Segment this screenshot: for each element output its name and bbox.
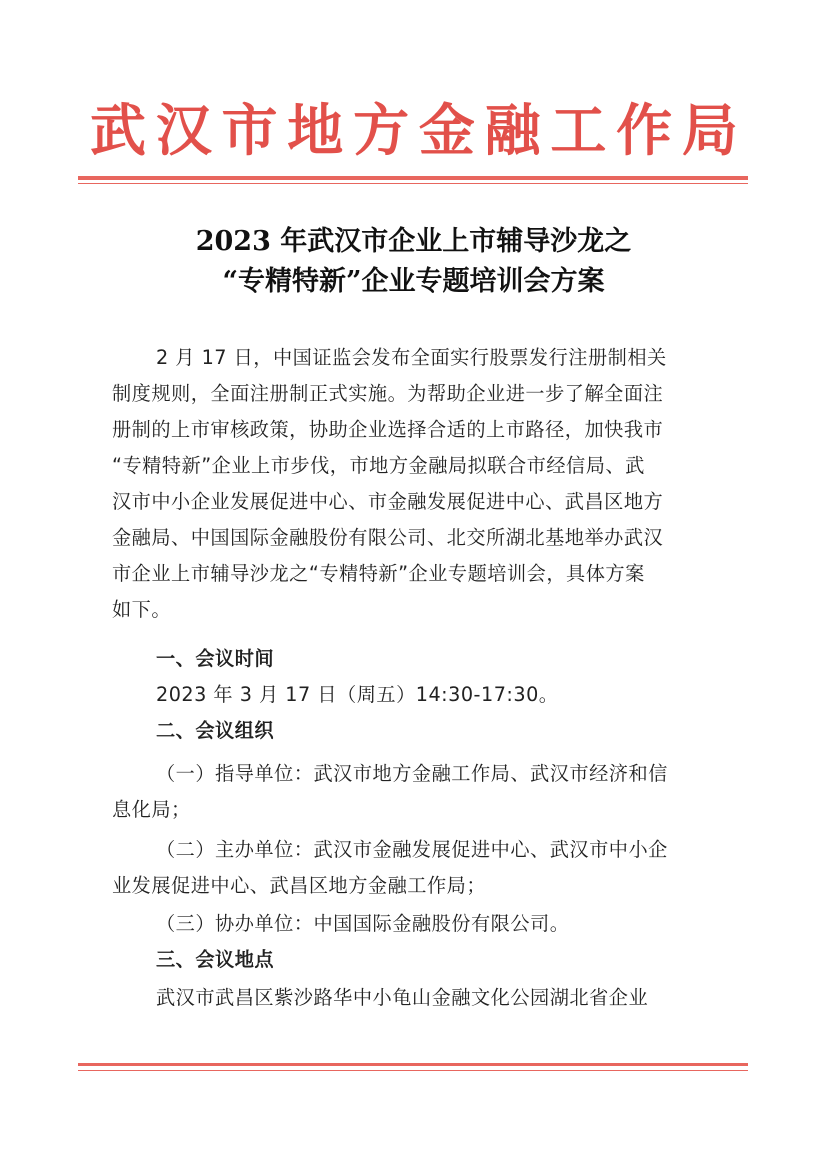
masthead-char: 汉 [155, 98, 212, 164]
header-divider-thin [78, 183, 748, 184]
masthead-char: 方 [353, 98, 410, 164]
meeting-time: 2023 年 3 月 17 日（周五）14:30-17:30。 [156, 683, 559, 706]
masthead-char: 市 [221, 98, 278, 164]
header-divider [78, 176, 748, 180]
paragraph-line: 汉市中小企业发展促进中心、市金融发展促进中心、武昌区地方 [112, 490, 664, 513]
section-heading-organization: 二、会议组织 [156, 719, 275, 742]
masthead-char: 武 [90, 98, 146, 164]
masthead-char: 工 [550, 98, 607, 164]
masthead-char: 局 [681, 98, 738, 164]
masthead-char: 作 [616, 98, 673, 164]
paragraph-line: 制度规则，全面注册制正式实施。为帮助企业进一步了解全面注 [112, 382, 664, 405]
paragraph-line: 金融局、中国国际金融股份有限公司、北交所湖北基地举办武汉 [112, 526, 664, 549]
paragraph-line: “专精特新”企业上市步伐，市地方金融局拟联合市经信局、武 [112, 454, 645, 477]
guiding-unit-line: （一）指导单位：武汉市地方金融工作局、武汉市经济和信 [156, 762, 668, 785]
guiding-unit-line: 息化局； [112, 798, 191, 821]
paragraph-line: 2 月 17 日，中国证监会发布全面实行股票发行注册制相关 [156, 346, 667, 369]
paragraph-line: 市企业上市辅导沙龙之“专精特新”企业专题培训会，具体方案 [112, 562, 645, 585]
host-unit-line: 业发展促进中心、武昌区地方金融工作局； [112, 874, 487, 897]
title-line-1: 2023 年武汉市企业上市辅导沙龙之 [195, 226, 632, 257]
host-unit-line: （二）主办单位：武汉市金融发展促进中心、武汉市中小企 [156, 838, 668, 861]
section-heading-time: 一、会议时间 [156, 647, 275, 670]
paragraph-line: 如下。 [112, 598, 172, 621]
meeting-location: 武汉市武昌区紫沙路华中小龟山金融文化公园湖北省企业 [156, 986, 649, 1009]
title-line-2: “专精特新”企业专题培训会方案 [222, 266, 605, 297]
paragraph-line: 册制的上市审核政策，协助企业选择合适的上市路径，加快我市 [112, 418, 664, 441]
section-heading-location: 三、会议地点 [156, 948, 275, 971]
masthead-char: 金 [418, 98, 475, 164]
masthead [90, 96, 738, 166]
co-host-unit-line: （三）协办单位：中国国际金融股份有限公司。 [156, 912, 570, 935]
masthead-char: 地 [287, 98, 344, 164]
document-title [80, 222, 747, 302]
footer-divider-thin [78, 1070, 748, 1071]
masthead-char: 融 [484, 98, 541, 164]
footer-divider [78, 1063, 748, 1066]
